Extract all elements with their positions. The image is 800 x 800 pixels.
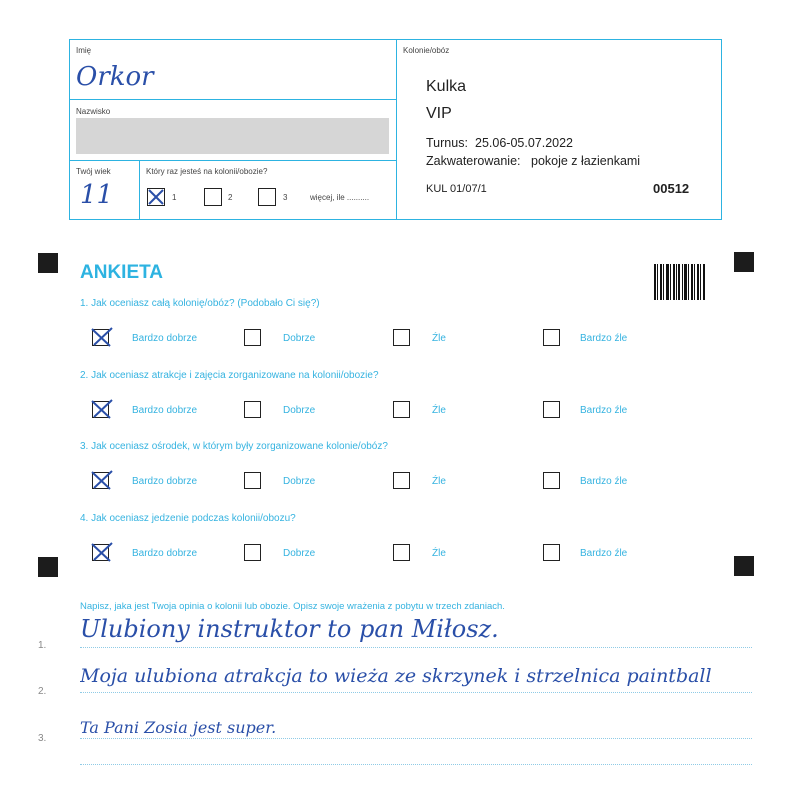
question-text: 3. Jak oceniasz ośrodek, w którym były zorganizowane kolonie/obóz? (80, 441, 388, 452)
opinion-answer: Ta Pani Zosia jest super. (80, 718, 277, 737)
turnus-label: Turnus: (426, 136, 468, 150)
answer-checkbox[interactable] (92, 401, 109, 418)
answer-checkbox[interactable] (92, 544, 109, 561)
answer-checkbox[interactable] (393, 472, 410, 489)
opinion-answer: Moja ulubiona atrakcja to wieża ze skrzynek i strzelnica paintball (80, 665, 712, 687)
answer-checkbox[interactable] (244, 401, 261, 418)
dotted-line (80, 764, 752, 765)
dotted-line (80, 738, 752, 739)
ktory-raz-checkbox-3[interactable] (258, 188, 276, 206)
check-x-icon (90, 469, 114, 491)
answer-checkbox[interactable] (543, 329, 560, 346)
registration-marker-bottom-left (38, 557, 58, 577)
line-number: 3. (38, 733, 47, 744)
check-x-icon (90, 326, 114, 348)
question-text: 2. Jak oceniasz atrakcje i zajęcia zorganizowane na kolonii/obozie? (80, 370, 379, 381)
answer-label: Źle (432, 405, 446, 416)
check-x-icon (90, 541, 114, 563)
answer-checkbox[interactable] (393, 544, 410, 561)
imie-value: Orkor (76, 62, 154, 92)
answer-checkbox[interactable] (393, 329, 410, 346)
answer-label: Bardzo źle (580, 548, 628, 559)
answer-checkbox[interactable] (92, 329, 109, 346)
nazwisko-label: Nazwisko (76, 107, 111, 116)
answer-checkbox[interactable] (543, 544, 560, 561)
wiek-value: 11 (80, 180, 114, 210)
answer-checkbox[interactable] (92, 472, 109, 489)
kolonie-name: Kulka (426, 78, 467, 95)
registration-marker-bottom-right (734, 556, 754, 576)
answer-label: Bardzo dobrze (132, 476, 198, 487)
answer-label: Bardzo dobrze (132, 333, 198, 344)
ktory-raz-label: Który raz jesteś na kolonii/obozie? (146, 167, 268, 176)
imie-label: Imię (76, 46, 92, 55)
answer-checkbox[interactable] (393, 401, 410, 418)
answer-label: Dobrze (283, 476, 316, 487)
header-divider-age (139, 160, 140, 219)
answer-label: Źle (432, 548, 446, 559)
answer-checkbox[interactable] (244, 544, 261, 561)
answer-label: Dobrze (283, 548, 316, 559)
barcode (654, 264, 706, 300)
question-text: 1. Jak oceniasz całą kolonię/obóz? (Podobało Ci się?) (80, 298, 320, 309)
kolonie-label: Kolonie/obóz (403, 46, 450, 55)
question-text: 4. Jak oceniasz jedzenie podczas kolonii/obozu? (80, 513, 296, 524)
line-number: 1. (38, 640, 47, 651)
registration-marker-top-right (734, 252, 754, 272)
opinion-prompt: Napisz, jaka jest Twoja opinia o kolonii lub obozie. Opisz swoje wrażenia z pobytu w trzech zdaniach. (80, 601, 505, 612)
header-divider-2 (69, 160, 397, 161)
kolonie-type: VIP (426, 105, 452, 122)
answer-label: Źle (432, 476, 446, 487)
zakwaterowanie-label: Zakwaterowanie: (426, 154, 521, 168)
answer-label: Bardzo dobrze (132, 405, 198, 416)
wiek-label: Twój wiek (76, 167, 111, 176)
answer-checkbox[interactable] (543, 472, 560, 489)
answer-label: Bardzo dobrze (132, 548, 198, 559)
answer-checkbox[interactable] (543, 401, 560, 418)
answer-checkbox[interactable] (244, 329, 261, 346)
header-divider-vertical (396, 39, 397, 219)
header-divider-1 (69, 99, 397, 100)
barcode-icon (654, 264, 706, 300)
ktory-raz-option-more: więcej, ile .......... (310, 193, 370, 202)
answer-checkbox[interactable] (244, 472, 261, 489)
answer-label: Źle (432, 333, 446, 344)
check-x-icon (147, 188, 165, 206)
answer-label: Bardzo źle (580, 405, 628, 416)
answer-label: Bardzo źle (580, 476, 628, 487)
ktory-raz-checkbox-1[interactable] (147, 188, 165, 206)
kolonie-number: 00512 (653, 181, 690, 196)
dotted-line (80, 692, 752, 693)
zakwaterowanie-value: pokoje z łazienkami (531, 154, 641, 168)
ktory-raz-option-3: 3 (283, 193, 288, 202)
line-number: 2. (38, 686, 47, 697)
answer-label: Dobrze (283, 405, 316, 416)
turnus-value: 25.06-05.07.2022 (475, 136, 574, 150)
ktory-raz-option-2: 2 (228, 193, 233, 202)
answer-label: Dobrze (283, 333, 316, 344)
check-x-icon (90, 398, 114, 420)
dotted-line (80, 647, 752, 648)
opinion-answer: Ulubiony instruktor to pan Miłosz. (80, 615, 499, 643)
answer-label: Bardzo źle (580, 333, 628, 344)
nazwisko-redacted (76, 118, 389, 154)
ktory-raz-option-1: 1 (172, 193, 177, 202)
survey-title: ANKIETA (80, 262, 164, 283)
ktory-raz-checkbox-2[interactable] (204, 188, 222, 206)
kolonie-code: KUL 01/07/1 (426, 183, 487, 195)
registration-marker-top-left (38, 253, 58, 273)
